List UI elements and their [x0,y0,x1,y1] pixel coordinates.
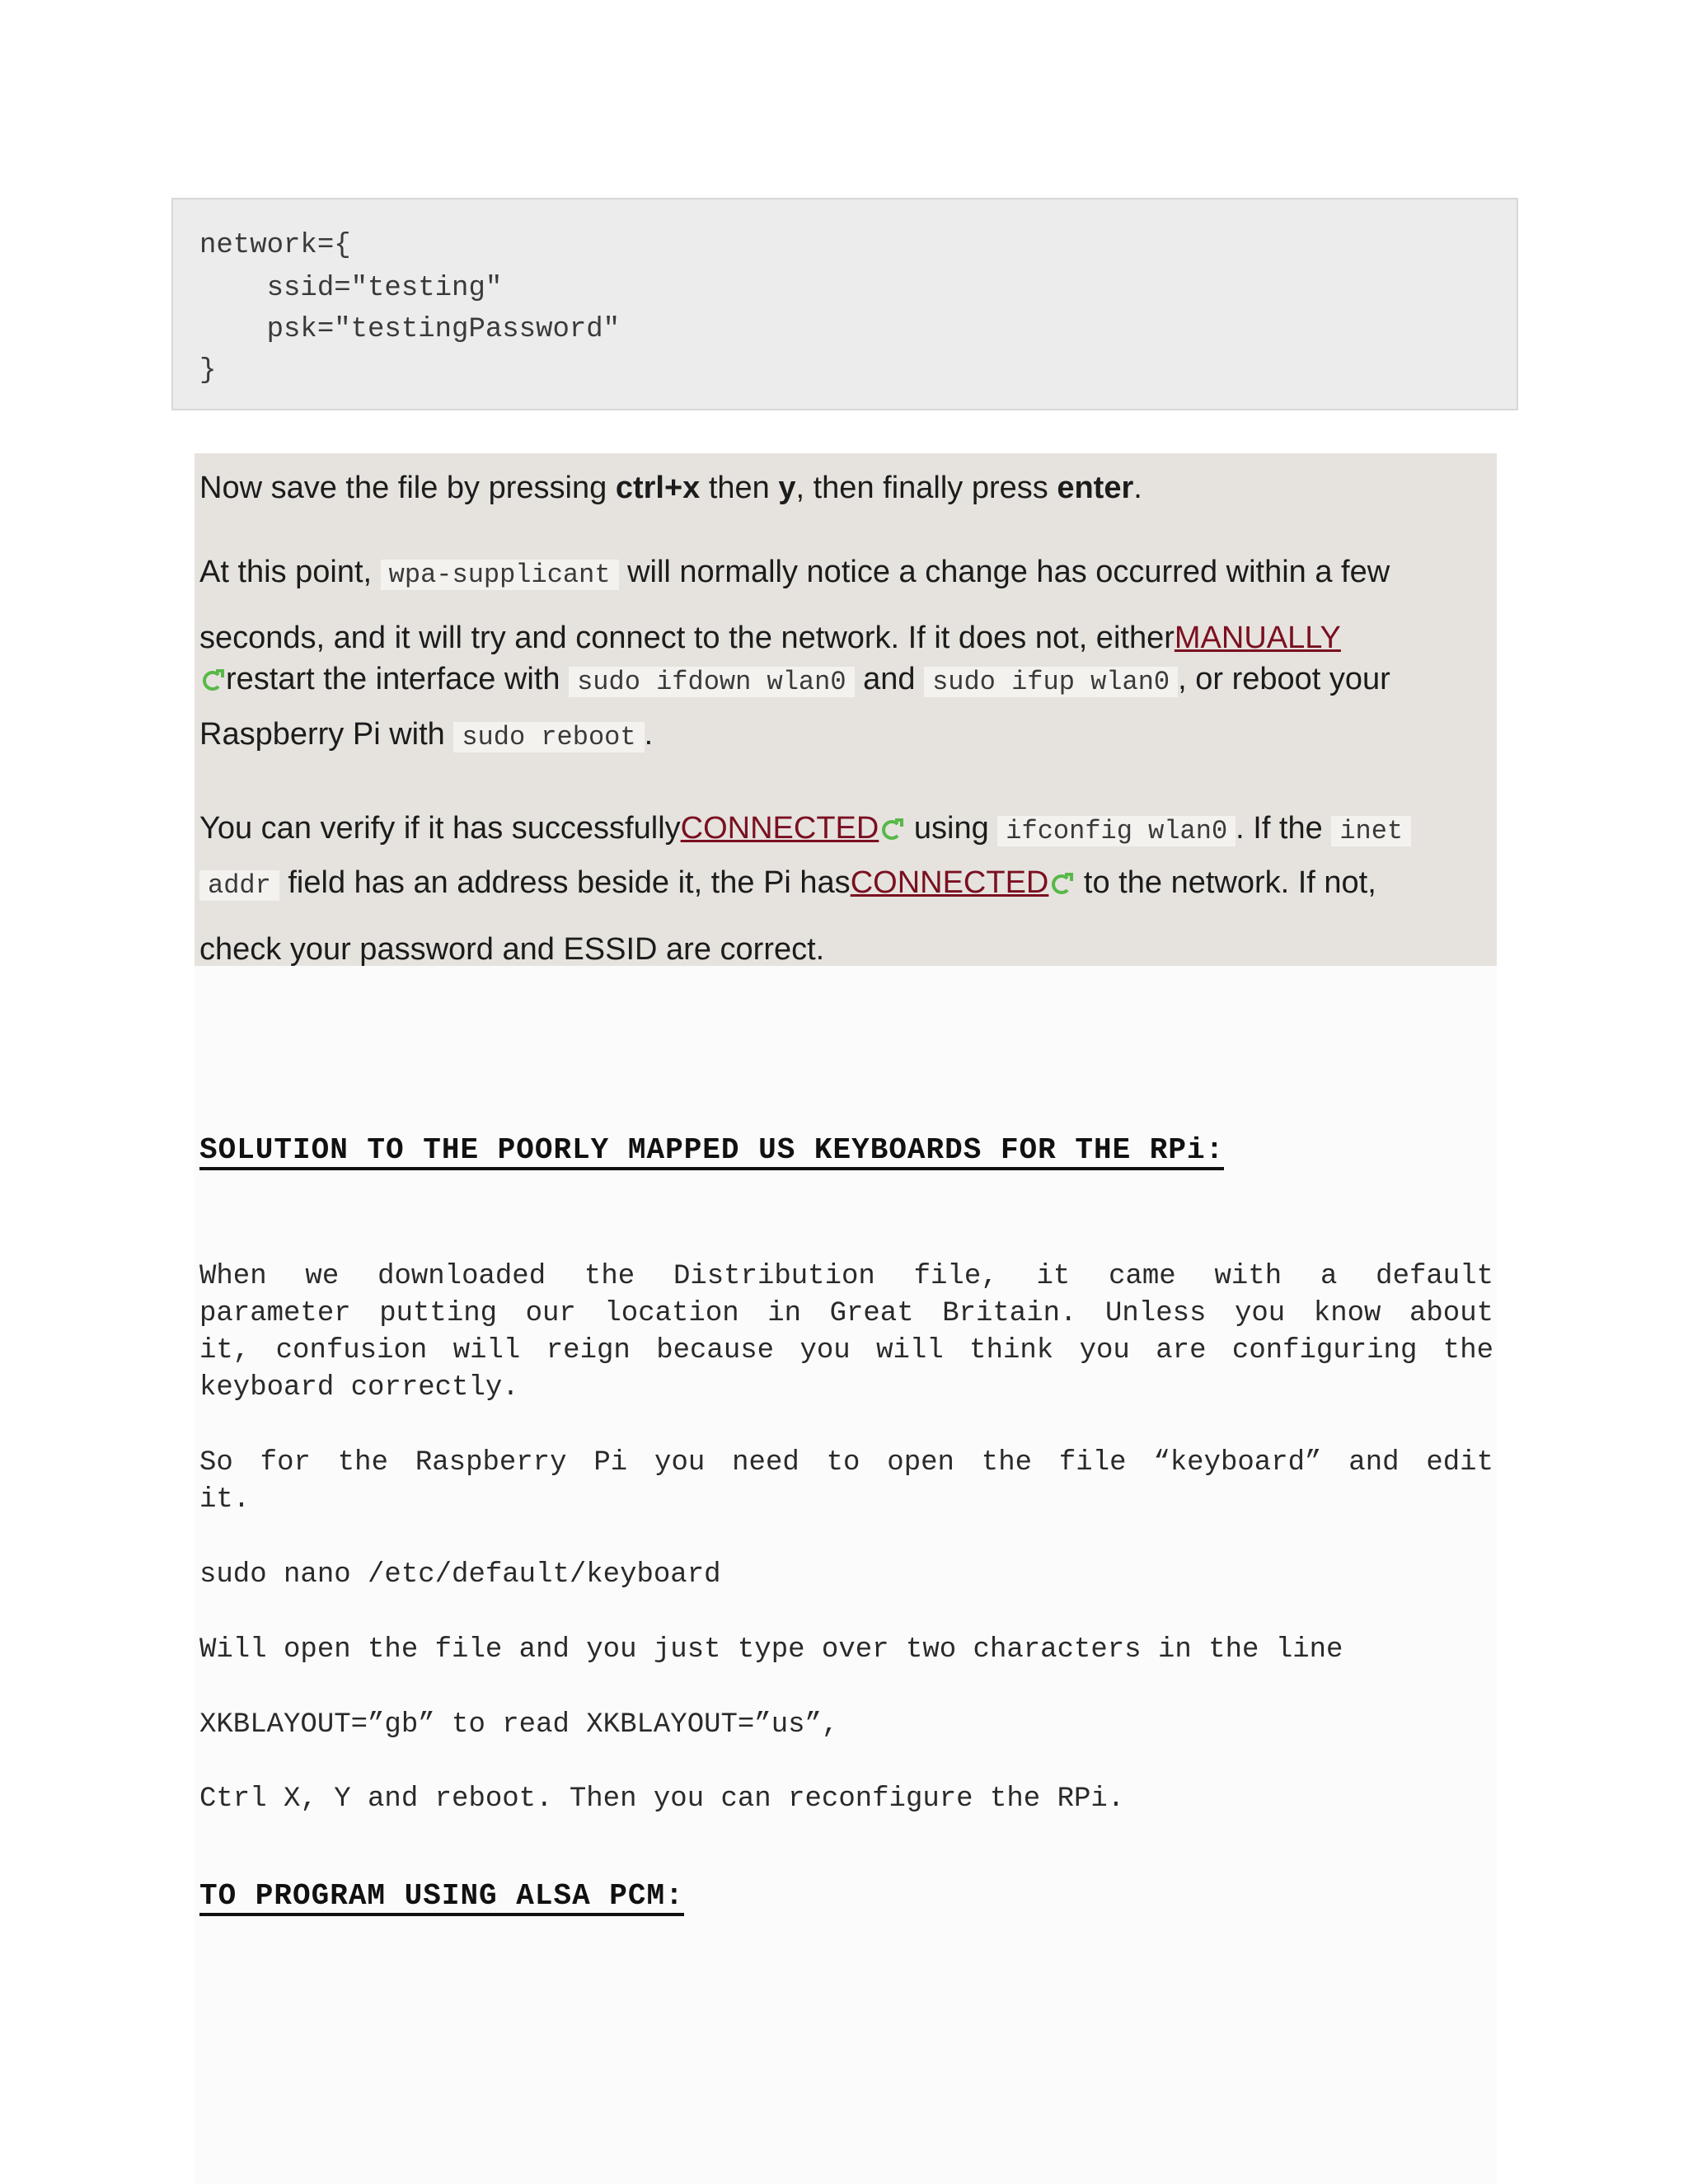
connected-link[interactable]: CONNECTED [850,865,1049,900]
code-line: network={ [199,230,351,261]
code-line: psk="testingPassword" [199,314,621,345]
body-line: Will open the file and you just type over two characters in the line [199,1634,1343,1666]
code-line: } [199,355,217,387]
text: At this point, [199,555,381,589]
paragraph-line [199,930,824,969]
external-link-icon[interactable] [203,671,223,691]
paragraph-line [199,552,1390,595]
text: . [1133,471,1142,505]
text: using [905,811,998,846]
paragraph-line [199,618,1341,658]
text: . If the [1236,811,1332,846]
text: seconds, and it will try and connect to the network. If it does not, either [199,621,1175,655]
connected-link[interactable]: CONNECTED [680,811,879,846]
body-line: it. [199,1484,251,1516]
text: Raspberry Pi with [199,717,454,752]
paragraph-save-instructions [199,468,1142,508]
manually-link[interactable]: MANUALLY [1174,621,1341,655]
text: restart the interface with [226,662,570,696]
body-line: keyboard correctly. [199,1372,519,1404]
inline-code: sudo ifup wlan0 [924,667,1178,697]
text: and [854,662,925,696]
inline-code: sudo ifdown wlan0 [569,667,854,697]
inline-code: inet [1331,816,1411,846]
section-heading-keyboards: SOLUTION TO THE POORLY MAPPED US KEYBOARDS FOR THE RPi: [199,1134,1224,1170]
paragraph-line [199,659,1390,702]
inline-code: sudo reboot [453,722,644,752]
external-link-icon[interactable] [882,820,902,840]
inline-code: wpa-supplicant [381,560,619,590]
text: You can verify if it has successfully [199,811,681,846]
text: field has an address beside it, the Pi has [279,865,851,900]
text: , then finally press [795,471,1057,505]
code-line: ssid="testing" [199,273,503,304]
text: . [644,717,654,752]
external-link-icon[interactable] [1052,874,1071,894]
body-line: XKBLAYOUT=”gb” to read XKBLAYOUT=”us”, [199,1709,839,1741]
keyboard-shortcut: ctrl+x [615,471,701,505]
paragraph-line [199,715,653,757]
text: to the network. If not, [1075,865,1376,900]
body-line: it, confusion will reign because you will think you are configuring the [199,1335,1493,1366]
text: , or reboot your [1178,662,1390,696]
text: check your password and ESSID are correct. [199,932,825,967]
paragraph-line [199,808,1411,851]
body-line: Ctrl X, Y and reboot. Then you can reconfigure the RPi. [199,1783,1125,1815]
text: will normally notice a change has occurred within a few [618,555,1390,589]
text: then [700,471,779,505]
inline-code: ifconfig wlan0 [997,816,1236,846]
inline-code: addr [199,870,279,901]
section-heading-alsa: TO PROGRAM USING ALSA PCM: [199,1880,684,1916]
keyboard-key: enter [1057,471,1134,505]
paragraph-line [199,863,1376,906]
command-line: sudo nano /etc/default/keyboard [199,1559,721,1591]
text: Now save the file by pressing [199,471,616,505]
keyboard-key: y [778,471,796,505]
body-line: When we downloaded the Distribution file, it came with a default [199,1261,1493,1292]
body-line: parameter putting our location in Great Britain. Unless you know about [199,1298,1493,1329]
body-line: So for the Raspberry Pi you need to open the file “keyboard” and edit [199,1447,1493,1479]
